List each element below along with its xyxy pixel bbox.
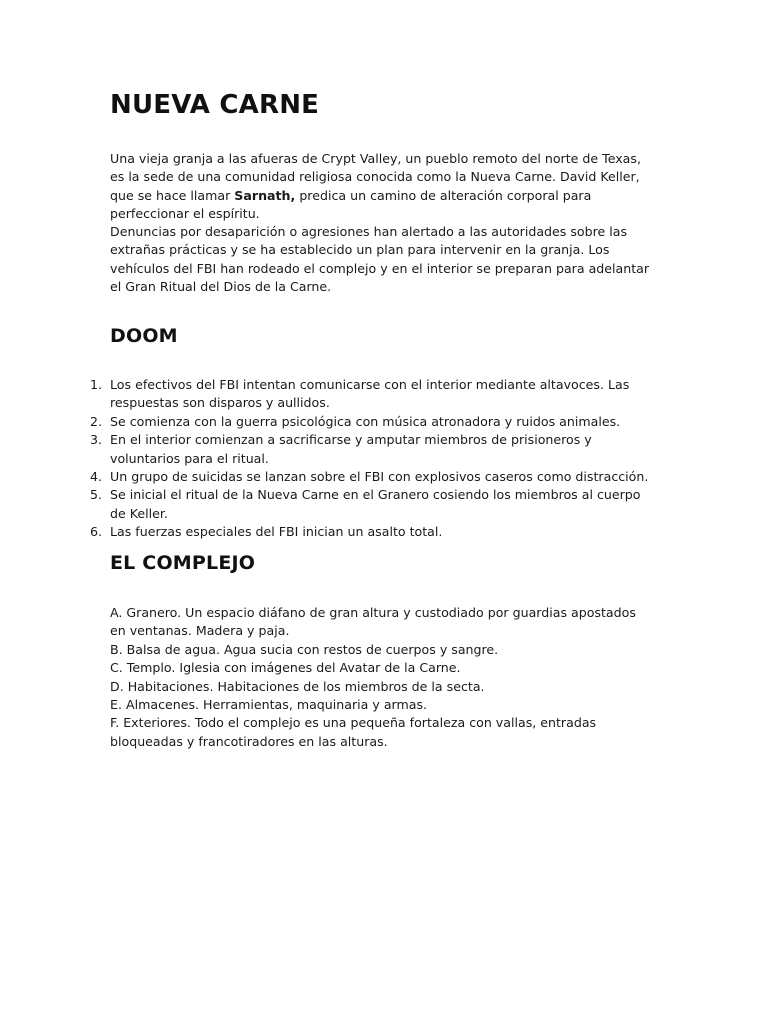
list-item <box>89 468 655 486</box>
list-text: En el interior comienzan a sacrificarse y amputar miembros de prisioneros y voluntarios para el ritual. <box>110 432 592 466</box>
list-text: Los efectivos del FBI intentan comunicarse con el interior mediante altavoces. Las respuestas son disparos y aullidos. <box>110 377 630 411</box>
intro-paragraph-1 <box>110 150 655 224</box>
list-number: 6. <box>89 524 102 540</box>
list-number: 4. <box>89 469 102 485</box>
list-item: A. Granero. Un espacio diáfano de gran altura y custodiado por guardias apostados en ventanas. Madera y paja. <box>110 605 636 639</box>
list-item <box>89 376 655 413</box>
section-heading-doom: DOOM <box>110 325 178 347</box>
list-number: 5. <box>89 487 102 503</box>
intro-text-start: Una vieja granja a las afueras de Crypt Valley, un pueblo remoto del norte de Texas, es la sede de una comunidad religiosa conocida como la Nueva Carne. David Keller, que se hace llamar <box>110 151 641 203</box>
list-item: F. Exteriores. Todo el complejo es una pequeña fortaleza con vallas, entradas bloqueadas y francotiradores en las alturas. <box>110 715 597 749</box>
list-item <box>89 486 655 523</box>
intro-text-end: predica un camino de alteración corporal para perfeccionar el espíritu. <box>110 187 592 222</box>
list-item <box>89 413 655 431</box>
page-title: NUEVA CARNE <box>110 90 320 120</box>
list-item: D. Habitaciones. Habitaciones de los miembros de la secta. <box>110 678 485 694</box>
list-text: Las fuerzas especiales del FBI inician un asalto total. <box>110 524 443 540</box>
list-item: C. Templo. Iglesia con imágenes del Avatar de la Carne. <box>110 660 461 676</box>
list-text: Se comienza con la guerra psicológica con música atronadora y ruidos animales. <box>110 413 621 429</box>
list-text: Se inicial el ritual de la Nueva Carne en el Granero cosiendo los miembros al cuerpo de Keller. <box>110 487 641 521</box>
section-heading-complejo: EL COMPLEJO <box>110 552 256 574</box>
list-number: 1. <box>89 377 102 392</box>
list-item: E. Almacenes. Herramientas, maquinaria y armas. <box>110 697 428 713</box>
intro-bold-name: Sarnath, <box>234 187 296 203</box>
complejo-list <box>110 604 655 751</box>
list-item: B. Balsa de agua. Agua sucia con restos de cuerpos y sangre. <box>110 641 499 657</box>
list-text: Un grupo de suicidas se lanzan sobre el FBI con explosivos caseros como distracción. <box>110 469 649 485</box>
list-number: 2. <box>89 413 102 429</box>
list-item <box>89 431 655 468</box>
intro-paragraph-2: Denuncias por desaparición o agresiones han alertado a las autoridades sobre las extrañas prácticas y se ha establecido un plan para intervenir en la granja. Los vehículos del FBI han rodeado el complejo y en el interior se preparan para adelantar el Gran Ritual del Dios de la Carne. <box>110 224 650 295</box>
list-item <box>89 523 655 541</box>
doom-list <box>89 376 655 542</box>
list-number: 3. <box>89 432 102 448</box>
